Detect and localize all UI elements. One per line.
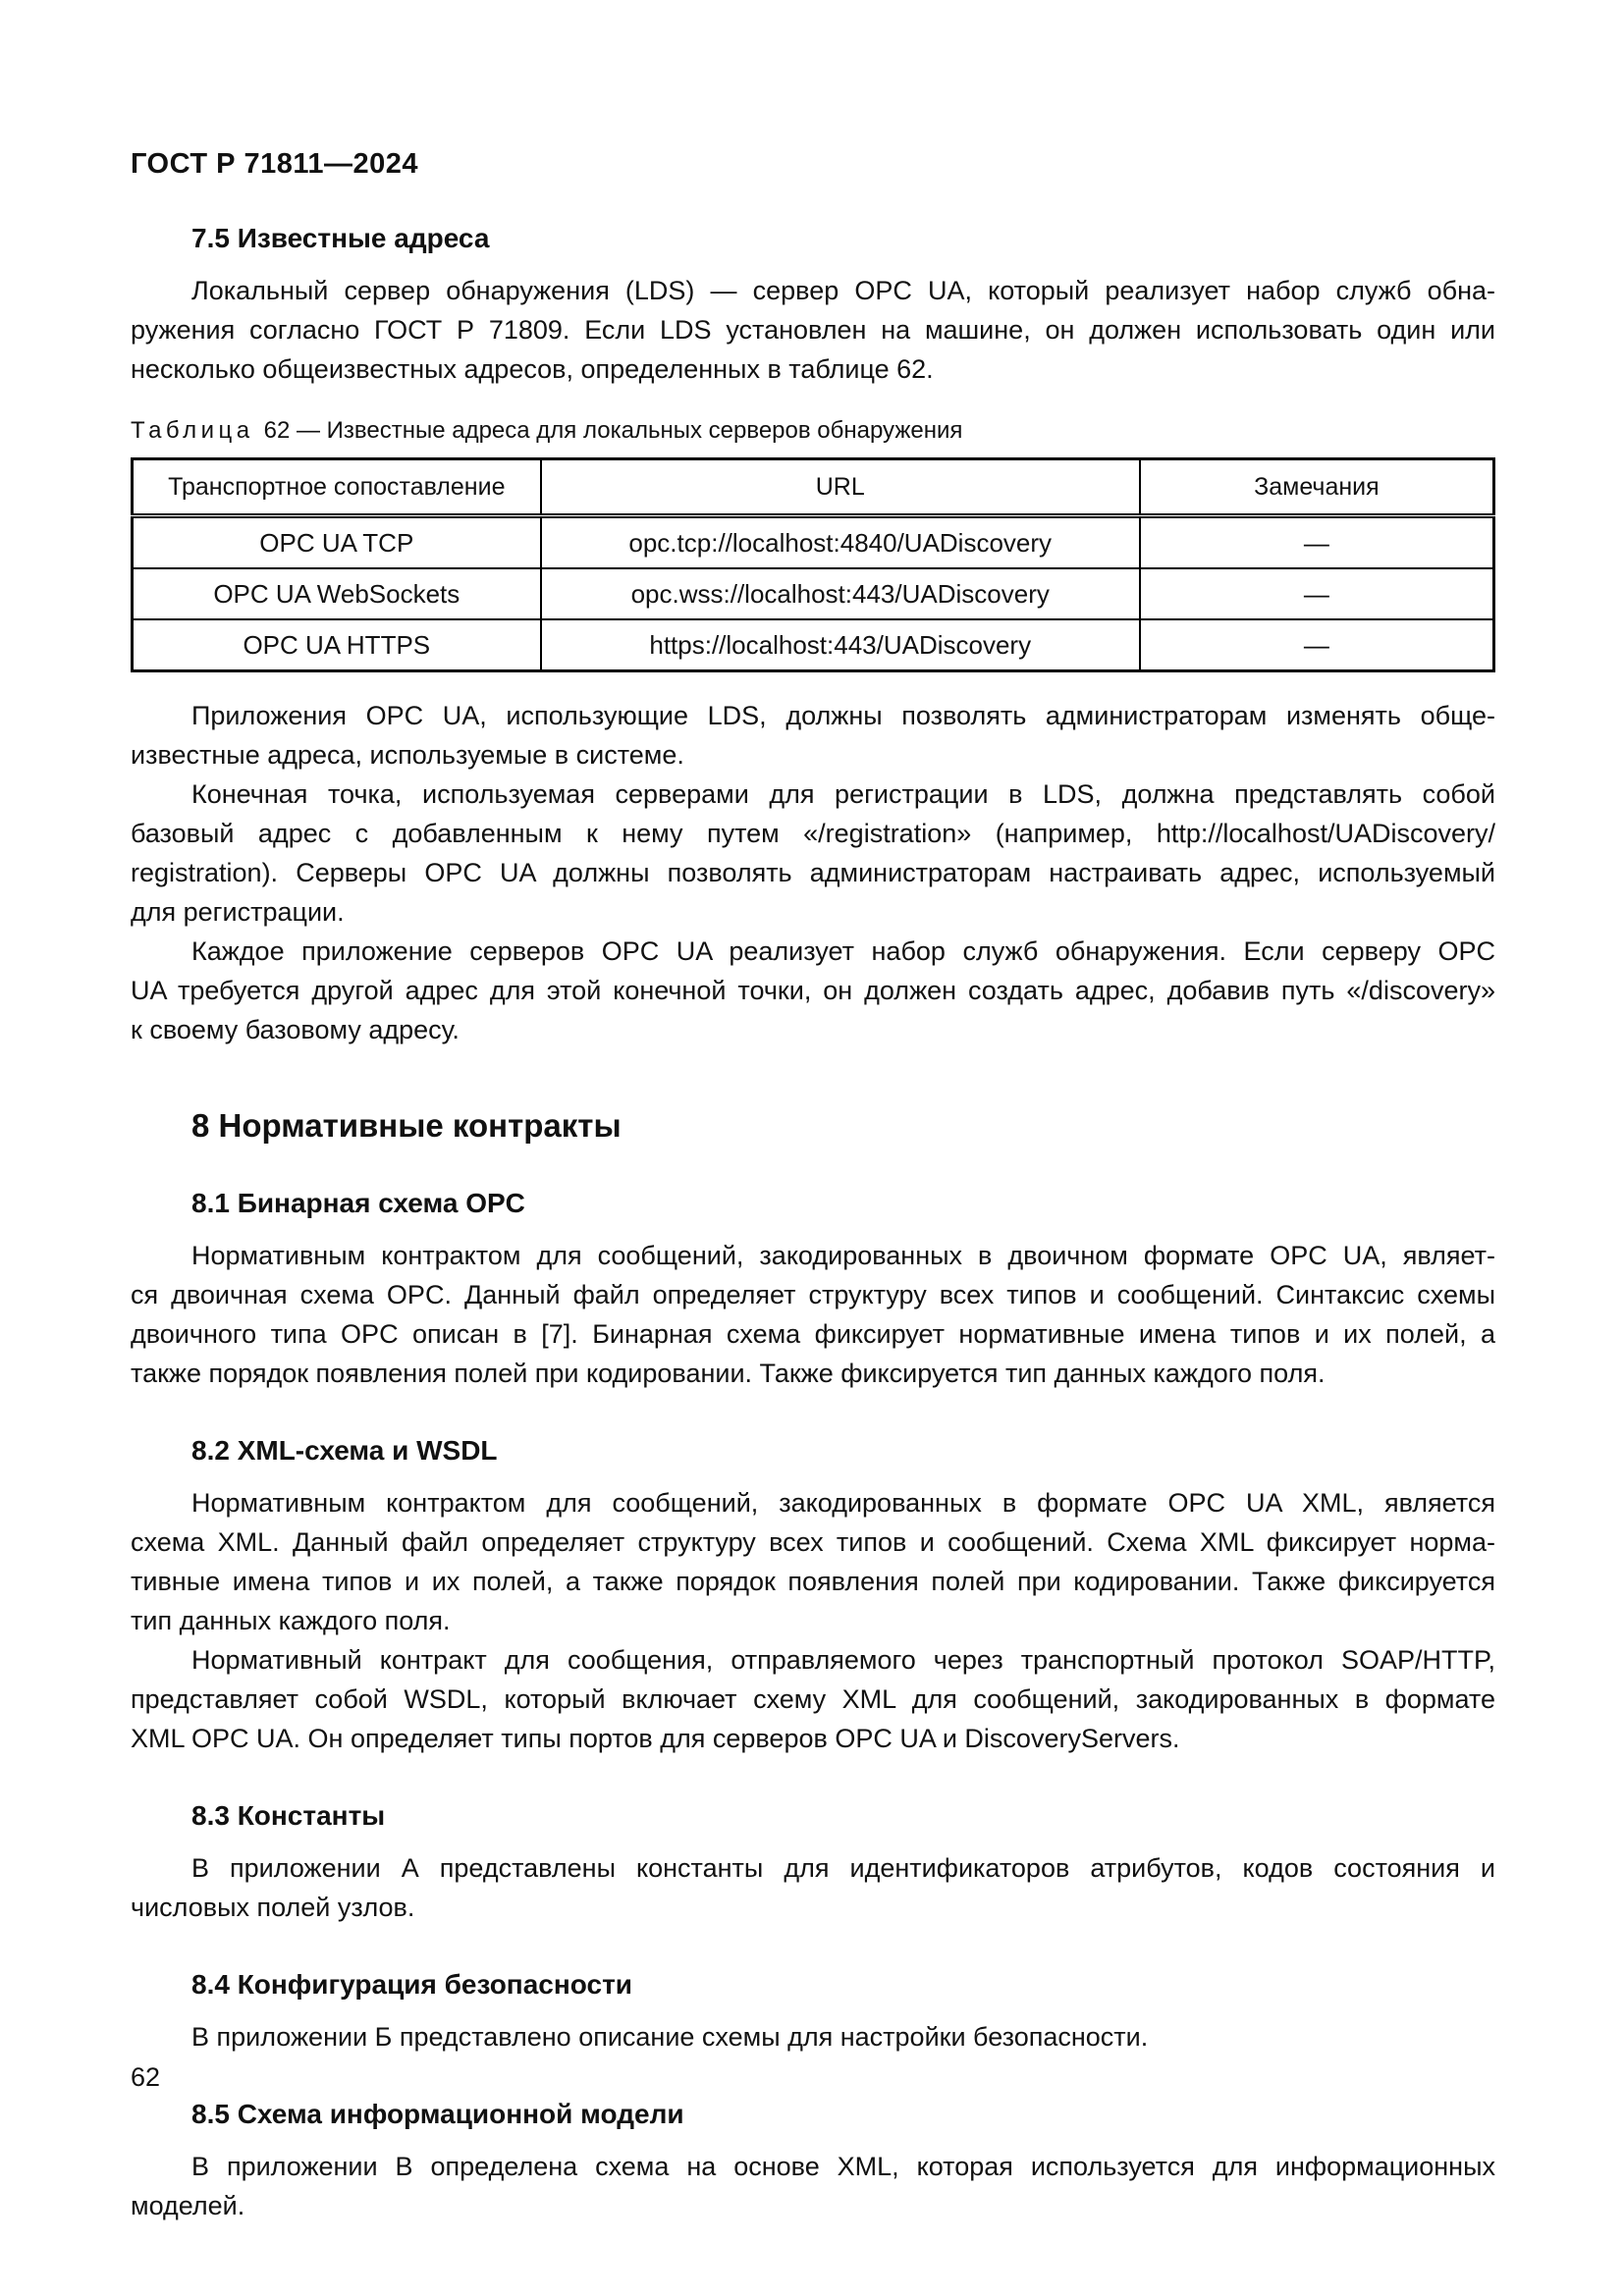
document-title: ГОСТ Р 71811—2024 <box>131 148 419 180</box>
subsection-heading: 8.3 Константы <box>191 1800 386 1831</box>
paragraph <box>131 696 1495 774</box>
paragraph-line: моделей. <box>131 2191 245 2220</box>
table-header-row <box>133 459 1494 516</box>
paragraph-line: ружения согласно ГОСТ Р 71809. Если LDS установлен на машине, он должен использовать один или <box>131 315 1495 345</box>
document-body <box>131 222 1495 2225</box>
paragraph-line: registration). Серверы OPC UA должны позволять администраторам настраивать адрес, используемый <box>131 858 1495 887</box>
paragraph-line: ся двоичная схема OPC. Данный файл определяет структуру всех типов и сообщений. Синтаксис схемы <box>131 1280 1495 1309</box>
paragraph-line: Каждое приложение серверов OPC UA реализует набор служб обнаружения. Если серверу OPC <box>191 936 1495 966</box>
paragraph <box>131 1640 1495 1758</box>
paragraph-line: к своему базовому адресу. <box>131 1015 460 1044</box>
table-cell: https://localhost:443/UADiscovery <box>541 619 1140 671</box>
paragraph-line: тивные имена типов и их полей, а также порядок появления полей при кодировании. Также фиксируется <box>131 1567 1495 1596</box>
paragraph <box>131 1236 1495 1393</box>
paragraph-line: Приложения OPC UA, использующие LDS, должны позволять администраторам изменять обще- <box>191 701 1495 730</box>
paragraph-line: для регистрации. <box>131 897 345 927</box>
paragraph-line: числовых полей узлов. <box>131 1893 415 1922</box>
paragraph-line: также порядок появления полей при кодировании. Также фиксируется тип данных каждого поля. <box>131 1359 1326 1388</box>
paragraph <box>131 2017 1495 2056</box>
paragraph-line: В приложении Б представлено описание схемы для настройки безопасности. <box>191 2022 1149 2052</box>
table-caption-text: 62 — Известные адреса для локальных серверов обнаружения <box>263 417 963 444</box>
paragraph-line: известные адреса, используемые в системе. <box>131 740 684 770</box>
table-cell: — <box>1140 568 1494 619</box>
paragraph-line: Конечная точка, используемая серверами для регистрации в LDS, должна представлять собой <box>191 779 1495 809</box>
table-column-header: Транспортное сопоставление <box>133 459 541 516</box>
table-row <box>133 619 1494 671</box>
paragraph-line: представляет собой WSDL, который включает схему XML для сообщений, закодированных в формате <box>131 1684 1495 1714</box>
table-cell: OPC UA HTTPS <box>133 619 541 671</box>
paragraph <box>131 774 1495 932</box>
subsection-heading: 8.5 Схема информационной модели <box>191 2099 684 2129</box>
table-caption-label: Таблица <box>131 417 254 444</box>
paragraph <box>131 2147 1495 2225</box>
table-row <box>133 568 1494 619</box>
subsection-heading: 8.2 XML-схема и WSDL <box>191 1435 498 1466</box>
table-cell: OPC UA WebSockets <box>133 568 541 619</box>
table-column-header: Замечания <box>1140 459 1494 516</box>
table-cell: OPC UA TCP <box>133 516 541 569</box>
paragraph-line: тип данных каждого поля. <box>131 1606 451 1635</box>
table-cell: — <box>1140 619 1494 671</box>
table-cell: opc.wss://localhost:443/UADiscovery <box>541 568 1140 619</box>
table-header <box>133 459 1494 516</box>
paragraph-line: XML OPC UA. Он определяет типы портов для серверов OPC UA и DiscoveryServers. <box>131 1724 1180 1753</box>
paragraph-line: В приложении А представлены константы для идентификаторов атрибутов, кодов состояния и <box>191 1853 1495 1883</box>
paragraph-line: В приложении В определена схема на основе XML, которая используется для информационных <box>191 2152 1495 2181</box>
paragraph-line: Локальный сервер обнаружения (LDS) — сервер OPC UA, который реализует набор служб обна- <box>191 276 1495 305</box>
table-caption <box>131 416 1495 446</box>
section-heading: 8 Нормативные контракты <box>191 1107 622 1144</box>
known-addresses-table <box>131 457 1495 672</box>
table-body <box>133 516 1494 671</box>
paragraph <box>131 932 1495 1049</box>
paragraph <box>131 271 1495 389</box>
paragraph-line: двоичного типа OPC описан в [7]. Бинарная схема фиксирует нормативные имена типов и их полей, а <box>131 1319 1495 1349</box>
paragraph <box>131 1483 1495 1640</box>
table-row <box>133 516 1494 569</box>
paragraph-line: Нормативным контрактом для сообщений, закодированных в двоичном формате OPC UA, являет- <box>191 1241 1495 1270</box>
paragraph <box>131 1848 1495 1927</box>
paragraph-line: Нормативный контракт для сообщения, отправляемого через транспортный протокол SOAP/HTTP, <box>191 1645 1495 1675</box>
subsection-heading: 7.5 Известные адреса <box>191 223 490 253</box>
paragraph-line: Нормативным контрактом для сообщений, закодированных в формате OPC UA XML, является <box>191 1488 1495 1518</box>
subsection-heading: 8.4 Конфигурация безопасности <box>191 1969 632 2000</box>
table-column-header: URL <box>541 459 1140 516</box>
paragraph-line: базовый адрес с добавленным к нему путем «/registration» (например, http://localhost/UADiscovery/ <box>131 819 1495 848</box>
subsection-heading: 8.1 Бинарная схема OPC <box>191 1188 525 1218</box>
table-cell: opc.tcp://localhost:4840/UADiscovery <box>541 516 1140 569</box>
paragraph-line: UA требуется другой адрес для этой конечной точки, он должен создать адрес, добавив путь «/discovery» <box>131 976 1495 1005</box>
paragraph-line: несколько общеизвестных адресов, определенных в таблице 62. <box>131 354 934 384</box>
table-cell: — <box>1140 516 1494 569</box>
paragraph-line: схема XML. Данный файл определяет структуру всех типов и сообщений. Схема XML фиксирует норма- <box>131 1527 1495 1557</box>
page-number: 62 <box>131 2062 161 2092</box>
